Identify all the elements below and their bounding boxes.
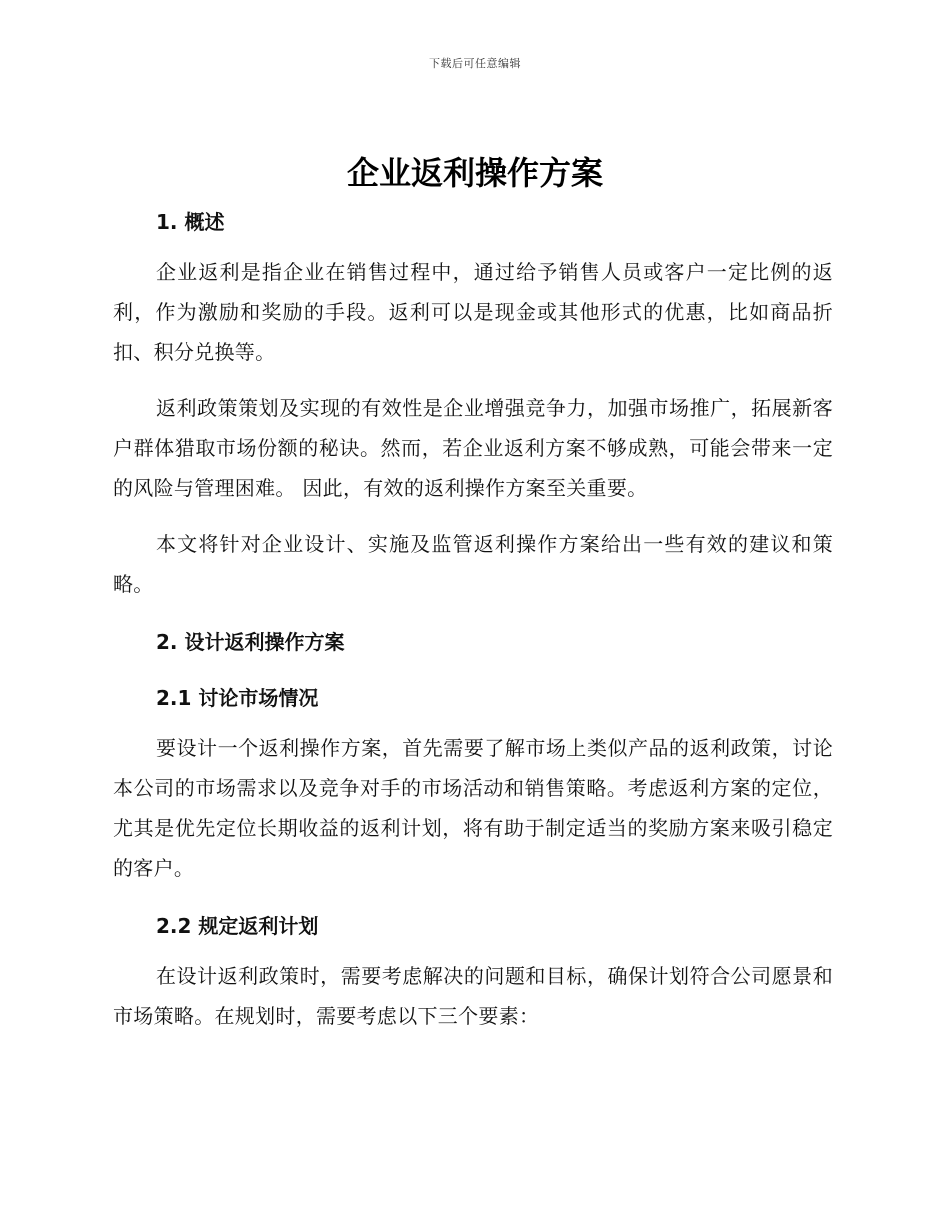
subsection-heading-plan: 2.2 规定返利计划 bbox=[156, 914, 319, 938]
document-body bbox=[113, 204, 833, 1036]
section-heading-design: 2. 设计返利操作方案 bbox=[156, 630, 345, 654]
subsection-heading-market: 2.1 讨论市场情况 bbox=[156, 686, 319, 710]
document-title: 企业返利操作方案 bbox=[346, 154, 603, 192]
header-note: 下载后可任意编辑 bbox=[429, 57, 521, 70]
paragraph-purpose: 本文将针对企业设计、实施及监管返利操作方案给出一些有效的建议和策略。 bbox=[113, 532, 833, 596]
paragraph-market: 要设计一个返利操作方案，首先需要了解市场上类似产品的返利政策，讨论本公司的市场需求以及竞争对手的市场活动和销售策略。考虑返利方案的定位，尤其是优先定位长期收益的返利计划，将有助于制定适当的奖励方案来吸引稳定的客户。 bbox=[113, 736, 833, 880]
section-heading-overview: 1. 概述 bbox=[156, 210, 225, 234]
paragraph-definition: 企业返利是指企业在销售过程中，通过给予销售人员或客户一定比例的返利，作为激励和奖励的手段。返利可以是现金或其他形式的优惠，比如商品折扣、积分兑换等。 bbox=[113, 260, 833, 364]
paragraph-importance: 返利政策策划及实现的有效性是企业增强竞争力，加强市场推广，拓展新客户群体猎取市场份额的秘诀。然而，若企业返利方案不够成熟，可能会带来一定的风险与管理困难。 因此，有效的返利操作方案至关重要。 bbox=[113, 396, 833, 500]
paragraph-plan: 在设计返利政策时，需要考虑解决的问题和目标，确保计划符合公司愿景和市场策略。在规划时，需要考虑以下三个要素： bbox=[113, 964, 833, 1028]
